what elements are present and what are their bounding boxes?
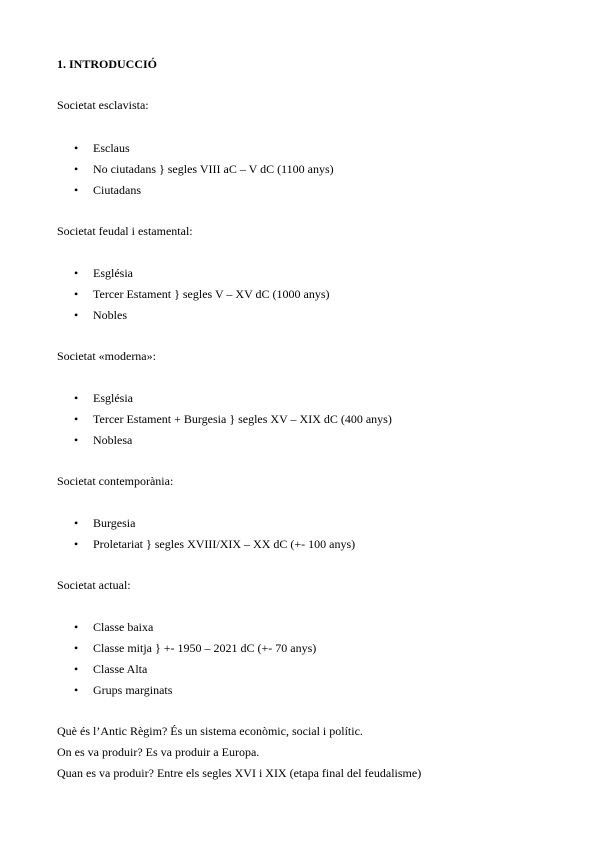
section-heading-feudal: Societat feudal i estamental: <box>57 224 193 238</box>
bullet-icon: • <box>74 537 79 551</box>
question-where: On es va produir? Es va produir a Europa. <box>57 745 260 759</box>
document-page: 1. INTRODUCCIÓ Societat esclavista: • Esclaus • No ciutadans } segles VIII aC – V dC (1100 anys) • Ciutadans Societat feudal i estamental: • Església • Tercer Estament } segles V – XV dC (1000 anys) • Nobles Societat «moderna»: • Església • Tercer Estament + Burgesia } segles XV – XIX dC (400 anys) • Noblesa Societat contemporània: • Burgesia • Proletariat } segles XVIII/XIX – XX dC (+- 100 anys) Societat actual: • Classe baixa • Classe mitja } +- 1950 – 2021 dC (+- 70 anys) • Classe Alta • Grups marginats Què és l’Antic Règim? És un sistema econòmic, social i polític. On es va produir? Es va produir a Europa. Quan es va produir? Entre els segles XVI i XIX (etapa final del feudalisme) <box>57 57 422 780</box>
bullet-icon: • <box>74 391 79 405</box>
section-heading-actual: Societat actual: <box>57 578 131 592</box>
bullet-icon: • <box>74 683 79 697</box>
page-title: 1. INTRODUCCIÓ <box>57 57 158 71</box>
bullet-icon: • <box>74 287 79 301</box>
bullet-icon: • <box>74 308 79 322</box>
bullet-icon: • <box>74 162 79 176</box>
bullet-icon: • <box>74 516 79 530</box>
question-what: Què és l’Antic Règim? És un sistema econòmic, social i polític. <box>57 724 363 738</box>
section-heading-moderna: Societat «moderna»: <box>57 349 156 363</box>
bullet-icon: • <box>74 412 79 426</box>
bullet-icon: • <box>74 641 79 655</box>
bullet-icon: • <box>74 662 79 676</box>
bullet-icon: • <box>74 141 79 155</box>
bullet-icon: • <box>74 183 79 197</box>
bullet-icon: • <box>74 620 79 634</box>
bullet-icon: • <box>74 266 79 280</box>
bullet-icon: • <box>74 433 79 447</box>
section-heading-esclavista: Societat esclavista: <box>57 98 149 112</box>
section-heading-contemporania: Societat contemporània: <box>57 474 174 488</box>
question-when: Quan es va produir? Entre els segles XVI i XIX (etapa final del feudalisme) <box>57 766 422 780</box>
